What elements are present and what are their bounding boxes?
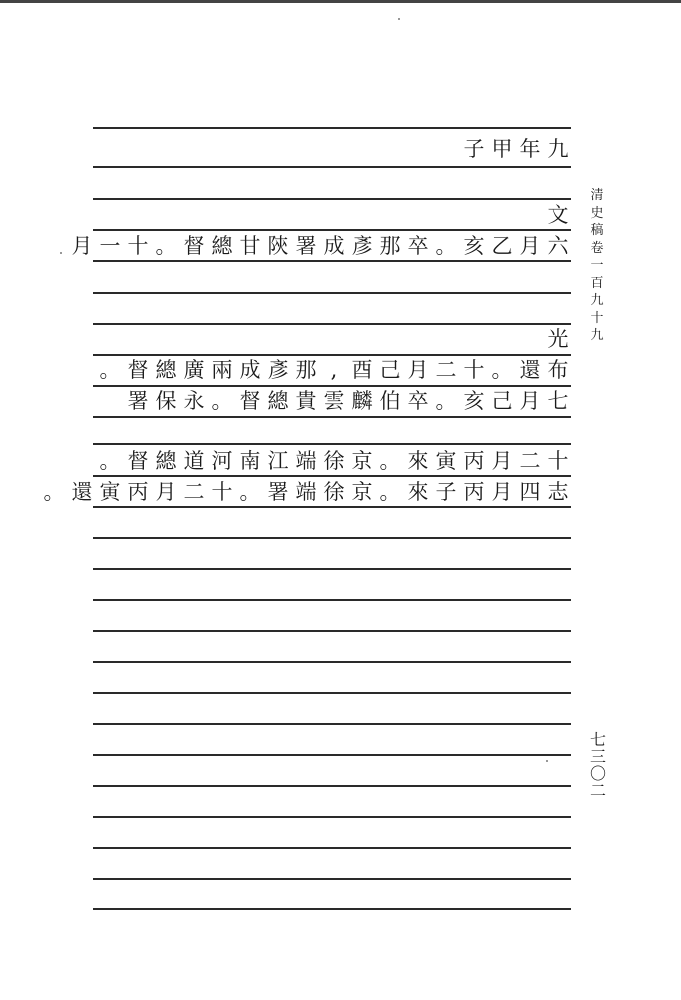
glyph: 六 [547, 234, 569, 258]
glyph: 甲 [491, 137, 513, 161]
glyph: 二 [183, 480, 205, 504]
glyph: 署 [127, 389, 149, 413]
table-row-zhi-entry [43, 479, 569, 505]
scan-edge-line [0, 0, 681, 3]
glyph: 總 [155, 358, 177, 382]
glyph: 還 [71, 480, 93, 504]
glyph: 督 [127, 358, 149, 382]
glyph: 九 [547, 137, 569, 161]
glyph: 成 [323, 234, 345, 258]
table-rule [93, 568, 571, 570]
glyph: 伯 [379, 389, 401, 413]
table-rule [93, 229, 571, 231]
glyph: 十 [463, 358, 485, 382]
glyph: 。 [435, 389, 457, 413]
glyph: 乙 [491, 234, 513, 258]
glyph: 七 [547, 389, 569, 413]
table-rule [93, 878, 571, 880]
page-number: 七三〇二 [590, 730, 607, 800]
table-rule [93, 443, 571, 445]
glyph: 丙 [127, 480, 149, 504]
glyph: 寅 [435, 449, 457, 473]
table-rule [93, 166, 571, 168]
glyph: 署 [295, 234, 317, 258]
glyph: 卒 [407, 234, 429, 258]
glyph: 南 [239, 449, 261, 473]
glyph: 。 [435, 234, 457, 258]
glyph: 徐 [323, 480, 345, 504]
scan-speck [398, 18, 400, 20]
glyph: 光 [547, 327, 569, 351]
glyph: 文 [547, 203, 569, 227]
glyph: 。 [43, 480, 65, 504]
table-rule [93, 354, 571, 356]
glyph: 月 [491, 480, 513, 504]
running-title: 清史稿卷一百九十九 [590, 188, 604, 343]
glyph: 酉 [351, 358, 373, 382]
scan-speck [60, 252, 62, 254]
glyph: 四 [519, 480, 541, 504]
table-rule [93, 630, 571, 632]
table-rule [93, 754, 571, 756]
table-row-wen [547, 202, 569, 228]
glyph: 。 [491, 358, 513, 382]
glyph: 十 [211, 480, 233, 504]
glyph: 彥 [351, 234, 373, 258]
glyph: 年 [519, 137, 541, 161]
glyph: 月 [519, 234, 541, 258]
glyph: 廣 [183, 358, 205, 382]
glyph: 來 [407, 480, 429, 504]
glyph: 端 [295, 449, 317, 473]
glyph: 。 [379, 480, 401, 504]
table-row-december-entry [99, 448, 569, 474]
table-rule [93, 908, 571, 910]
glyph: 麟 [351, 389, 373, 413]
glyph: 那 [379, 234, 401, 258]
glyph: 卒 [407, 389, 429, 413]
glyph: 二 [519, 449, 541, 473]
glyph: 。 [211, 389, 233, 413]
glyph: 月 [407, 358, 429, 382]
glyph: 。 [239, 480, 261, 504]
glyph: 江 [267, 449, 289, 473]
table-rule [93, 385, 571, 387]
glyph: 丙 [463, 449, 485, 473]
glyph: 兩 [211, 358, 233, 382]
glyph: 總 [155, 449, 177, 473]
glyph: 貴 [295, 389, 317, 413]
glyph: 亥 [463, 234, 485, 258]
table-rule [93, 661, 571, 663]
glyph: 亥 [463, 389, 485, 413]
glyph: 月 [155, 480, 177, 504]
table-rule [93, 127, 571, 129]
table-row-june-entry [71, 233, 569, 259]
glyph: 道 [183, 449, 205, 473]
glyph: 。 [155, 234, 177, 258]
glyph: 河 [211, 449, 233, 473]
glyph: 陝 [267, 234, 289, 258]
glyph: 還 [519, 358, 541, 382]
table-rule [93, 723, 571, 725]
glyph: 十 [547, 449, 569, 473]
table-row-bu-entry [99, 357, 569, 383]
glyph: 保 [155, 389, 177, 413]
glyph: 署 [267, 480, 289, 504]
glyph: 月 [491, 449, 513, 473]
glyph: 那 [295, 358, 317, 382]
glyph: 徐 [323, 449, 345, 473]
table-rule [93, 198, 571, 200]
glyph: 總 [267, 389, 289, 413]
glyph: 十 [127, 234, 149, 258]
glyph: 京 [351, 480, 373, 504]
table-rule [93, 292, 571, 294]
glyph: 。 [379, 449, 401, 473]
glyph: 月 [519, 389, 541, 413]
glyph: 子 [435, 480, 457, 504]
table-rule [93, 475, 571, 477]
glyph: 布 [547, 358, 569, 382]
table-rule [93, 323, 571, 325]
table-rule [93, 260, 571, 262]
glyph: 督 [183, 234, 205, 258]
glyph: 。 [99, 449, 121, 473]
glyph: 丙 [463, 480, 485, 504]
glyph: 端 [295, 480, 317, 504]
table-rule [93, 816, 571, 818]
glyph: 己 [491, 389, 513, 413]
glyph: 月 [71, 234, 93, 258]
glyph: 雲 [323, 389, 345, 413]
glyph: 二 [435, 358, 457, 382]
glyph: 督 [127, 449, 149, 473]
glyph: 督 [239, 389, 261, 413]
table-rule [93, 785, 571, 787]
glyph: 子 [463, 137, 485, 161]
glyph: 志 [547, 480, 569, 504]
glyph: 京 [351, 449, 373, 473]
glyph: 己 [379, 358, 401, 382]
glyph: 來 [407, 449, 429, 473]
glyph: 總 [211, 234, 233, 258]
table-row-july-entry [127, 388, 569, 414]
glyph: 寅 [99, 480, 121, 504]
table-rule [93, 537, 571, 539]
glyph: 甘 [239, 234, 261, 258]
table-row-jiaqi-9 [463, 136, 569, 162]
glyph: 彥 [267, 358, 289, 382]
glyph: 一 [99, 234, 121, 258]
glyph: , [330, 358, 338, 382]
table-rule [93, 847, 571, 849]
table-row-guang [547, 326, 569, 352]
glyph: 永 [183, 389, 205, 413]
scan-speck [546, 760, 548, 762]
table-rule [93, 692, 571, 694]
glyph: 。 [99, 358, 121, 382]
table-rule [93, 416, 571, 418]
table-rule [93, 506, 571, 508]
glyph: 成 [239, 358, 261, 382]
table-rule [93, 599, 571, 601]
